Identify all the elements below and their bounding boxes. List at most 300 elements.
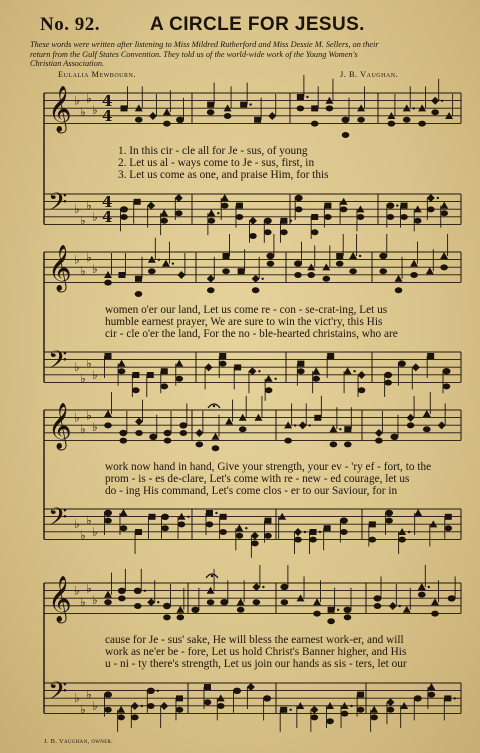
note-head xyxy=(236,203,243,209)
note-head xyxy=(427,194,435,202)
dot xyxy=(290,220,292,222)
lyric-line-verse-2: work as ne'er be - fore, Let us hold Christ's Banner higher, and His xyxy=(105,646,407,658)
flat-sign: ♭ xyxy=(86,581,92,596)
dot xyxy=(141,705,143,707)
flat-sign: ♭ xyxy=(74,93,80,108)
note-head xyxy=(176,707,184,713)
note-head xyxy=(349,252,357,259)
note-head xyxy=(253,599,261,605)
flat-sign: ♭ xyxy=(92,698,98,713)
note-head xyxy=(207,599,215,605)
flat-sign: ♭ xyxy=(92,420,98,435)
note-head xyxy=(162,260,170,267)
note-head xyxy=(311,121,319,127)
note-head xyxy=(118,588,126,594)
dot xyxy=(245,527,247,529)
note-head xyxy=(310,706,318,714)
note-head xyxy=(179,422,187,428)
note-head xyxy=(207,102,214,108)
note-head xyxy=(341,711,349,717)
note-head xyxy=(160,383,168,389)
dot xyxy=(274,378,276,380)
note-head xyxy=(309,529,316,535)
note-head xyxy=(280,584,288,590)
note-head xyxy=(207,109,215,115)
dot xyxy=(454,697,456,699)
note-head xyxy=(220,599,228,605)
note-head xyxy=(135,117,143,123)
note-head xyxy=(330,441,338,447)
treble-clef: 𝄞 xyxy=(48,403,72,449)
note-head xyxy=(418,121,426,127)
note-head xyxy=(440,264,448,270)
note-head xyxy=(223,253,230,259)
note-head xyxy=(175,376,183,382)
flat-sign: ♭ xyxy=(86,198,92,213)
time-signature: 4 xyxy=(102,193,113,211)
flat-sign: ♭ xyxy=(80,595,86,609)
note-head xyxy=(175,210,183,216)
note-head xyxy=(312,376,320,382)
note-head xyxy=(164,438,172,444)
note-head xyxy=(239,426,247,432)
note-head xyxy=(236,533,244,539)
flat-sign: ♭ xyxy=(80,105,86,119)
note-head xyxy=(149,434,157,440)
note-head xyxy=(207,275,215,283)
note-head xyxy=(336,261,344,267)
note-head xyxy=(160,209,168,216)
time-signature: 4 xyxy=(102,107,113,125)
note-head xyxy=(295,206,303,212)
note-head xyxy=(208,218,216,224)
dot xyxy=(353,370,355,372)
note-head xyxy=(357,707,365,713)
note-head xyxy=(440,252,448,259)
note-head xyxy=(297,94,304,100)
lyric-line-verse-1: 1. In this cir - cle all for Je - sus, of young xyxy=(118,145,308,157)
note-head xyxy=(312,367,320,374)
dot xyxy=(319,531,321,533)
note-head xyxy=(414,218,422,224)
note-head xyxy=(265,387,273,393)
note-head xyxy=(326,105,334,111)
note-head xyxy=(280,229,288,235)
note-head xyxy=(423,410,431,417)
note-head xyxy=(311,105,318,111)
note-head xyxy=(267,261,275,267)
note-head xyxy=(344,614,352,620)
flat-sign: ♭ xyxy=(92,367,98,382)
bass-clef: 𝄢 xyxy=(48,677,68,712)
note-head xyxy=(400,214,408,220)
note-head xyxy=(176,117,184,123)
lyric-line-verse-3: do - ing His command, Let's come clos - er to our Saviour, for in xyxy=(105,485,398,497)
note-head xyxy=(412,363,420,371)
note-head xyxy=(196,441,204,447)
note-head xyxy=(177,614,185,620)
note-head xyxy=(440,202,448,209)
note-head xyxy=(222,268,230,274)
note-head xyxy=(264,533,272,539)
note-head xyxy=(237,598,245,605)
flat-sign: ♭ xyxy=(92,262,98,277)
note-head xyxy=(131,702,139,710)
lyric-line-verse-2: humble earnest prayer, We are sure to win the vict'ry, this His xyxy=(105,316,383,328)
note-head xyxy=(163,603,171,609)
fermata xyxy=(211,575,213,577)
note-head xyxy=(235,524,243,531)
flat-sign: ♭ xyxy=(86,91,92,106)
note-head xyxy=(161,525,169,531)
note-head xyxy=(438,421,446,429)
note-head xyxy=(357,117,365,123)
note-head xyxy=(314,415,321,421)
note-head xyxy=(311,214,318,220)
note-head xyxy=(247,683,255,691)
note-head xyxy=(219,529,227,535)
note-head xyxy=(104,591,112,598)
note-head xyxy=(175,360,183,367)
treble-clef: 𝄞 xyxy=(48,86,72,132)
note-head xyxy=(164,430,172,436)
note-head xyxy=(121,105,128,111)
preface-line: Christian Association. xyxy=(30,59,105,68)
flat-sign: ♭ xyxy=(92,524,98,539)
note-head xyxy=(134,199,141,205)
note-head xyxy=(384,380,392,386)
note-head xyxy=(163,614,171,620)
note-head xyxy=(248,367,256,375)
note-head xyxy=(177,271,185,279)
note-head xyxy=(327,353,334,359)
dot xyxy=(157,601,159,603)
flat-sign: ♭ xyxy=(86,687,92,702)
note-head xyxy=(104,691,112,697)
dot xyxy=(289,709,291,711)
flat-sign: ♭ xyxy=(80,264,86,278)
note-head xyxy=(163,121,171,127)
note-head xyxy=(340,517,348,523)
note-head xyxy=(117,706,125,713)
flat-sign: ♭ xyxy=(80,213,86,228)
note-head xyxy=(207,287,215,293)
note-head xyxy=(195,429,203,437)
note-head xyxy=(386,202,394,208)
note-head xyxy=(147,372,154,378)
note-head xyxy=(249,233,257,239)
note-head xyxy=(295,195,303,201)
note-head xyxy=(395,287,403,293)
note-head xyxy=(444,525,452,531)
note-head xyxy=(265,375,273,382)
note-head xyxy=(219,353,226,359)
dot xyxy=(339,428,341,430)
note-head xyxy=(161,514,169,520)
note-head xyxy=(389,602,397,610)
lyric-line-verse-3: cir - cle o'er the land, For the no - ble-hearted christains, who are xyxy=(105,328,398,340)
note-head xyxy=(105,353,112,359)
note-head xyxy=(212,445,220,451)
note-head xyxy=(204,699,212,705)
hymn-title: A CIRCLE FOR JESUS. xyxy=(150,14,365,35)
flat-sign: ♭ xyxy=(86,408,92,423)
note-head xyxy=(294,537,302,543)
note-head xyxy=(175,194,183,202)
flat-sign: ♭ xyxy=(80,702,86,717)
note-head xyxy=(104,410,112,417)
note-head xyxy=(281,599,289,605)
lyric-line-verse-1: women o'er our land, Let us come re - con - se-crat-ing, Let us xyxy=(105,304,388,316)
note-head xyxy=(297,361,304,367)
flat-sign: ♭ xyxy=(74,252,80,267)
note-head xyxy=(118,368,126,374)
treble-clef: 𝄞 xyxy=(48,245,72,291)
note-head xyxy=(266,253,274,259)
fermata xyxy=(213,405,215,407)
note-head xyxy=(374,603,382,609)
note-head xyxy=(205,363,213,371)
note-head xyxy=(240,102,247,108)
note-head xyxy=(398,537,406,543)
note-head xyxy=(431,611,439,617)
lyric-line-verse-1: cause for Je - sus' sake, He will bless the earnest work-er, and will xyxy=(105,634,404,646)
note-head xyxy=(403,117,411,123)
note-head xyxy=(395,275,403,282)
note-head xyxy=(135,430,143,436)
note-head xyxy=(268,112,276,120)
note-head xyxy=(427,206,435,212)
note-head xyxy=(236,214,244,220)
dot xyxy=(350,705,352,707)
note-head xyxy=(431,97,439,105)
note-head xyxy=(336,253,343,259)
dot xyxy=(399,605,401,607)
note-head xyxy=(385,510,393,516)
note-head xyxy=(384,372,392,378)
lyric-line-verse-2: prom - is - es de-clare, Let's come with re - new - ed courage, let us xyxy=(105,473,410,485)
note-head xyxy=(299,421,307,429)
time-signature: 4 xyxy=(102,92,113,110)
lyricist-credit: Eulalia Mewbourn. xyxy=(58,70,136,79)
note-head xyxy=(311,229,319,235)
note-head xyxy=(329,425,337,432)
dot xyxy=(304,531,306,533)
note-head xyxy=(264,518,271,524)
note-head xyxy=(118,595,126,601)
note-head xyxy=(379,268,387,274)
flat-sign: ♭ xyxy=(86,356,92,371)
dot xyxy=(172,262,174,264)
note-head xyxy=(307,272,315,278)
note-head xyxy=(191,607,199,613)
note-head xyxy=(313,611,321,617)
note-head xyxy=(252,583,260,591)
note-head xyxy=(358,371,366,379)
note-head xyxy=(118,272,125,278)
dot xyxy=(217,212,219,214)
note-head xyxy=(119,509,127,516)
note-head xyxy=(358,387,366,393)
dot xyxy=(437,197,439,199)
note-head xyxy=(147,703,155,709)
note-head xyxy=(135,529,142,535)
note-head xyxy=(324,214,332,220)
note-head xyxy=(148,268,156,274)
note-head xyxy=(427,683,435,690)
bass-clef: 𝄢 xyxy=(48,503,68,538)
note-head xyxy=(120,525,128,531)
note-head xyxy=(390,434,398,440)
flat-sign: ♭ xyxy=(80,528,86,543)
dot xyxy=(262,586,264,588)
note-head xyxy=(147,688,155,694)
preface-line: return from the Gulf States Convention. They told us of the world-wide work of the Young Women's xyxy=(30,49,358,59)
note-head xyxy=(444,695,451,701)
dot xyxy=(309,424,311,426)
owner-credit: J. B. Vaughan, owner. xyxy=(44,738,114,745)
note-head xyxy=(374,595,382,601)
note-head xyxy=(204,684,211,690)
note-head xyxy=(176,695,183,701)
flat-sign: ♭ xyxy=(92,103,98,118)
dot xyxy=(144,590,146,592)
note-head xyxy=(294,272,302,278)
flat-sign: ♭ xyxy=(80,371,86,386)
note-head xyxy=(120,214,128,220)
note-head xyxy=(263,695,271,701)
note-head xyxy=(221,203,229,209)
note-head xyxy=(104,422,112,428)
composer-credit: J. B. Vaughan. xyxy=(340,70,399,79)
hymn-number: No. 92. xyxy=(40,14,100,35)
note-head xyxy=(211,433,219,440)
note-head xyxy=(219,361,227,367)
dot xyxy=(428,586,430,588)
note-head xyxy=(149,112,157,120)
note-head xyxy=(207,209,215,216)
note-head xyxy=(252,287,260,293)
note-head xyxy=(104,280,112,286)
note-head xyxy=(297,368,305,374)
note-head xyxy=(206,521,214,527)
note-head xyxy=(297,105,305,111)
dot xyxy=(294,424,296,426)
lyric-line-verse-2: 2. Let us al - ways come to Je - sus, first, in xyxy=(118,157,315,169)
note-head xyxy=(379,253,387,259)
note-head xyxy=(104,510,112,516)
note-head xyxy=(180,430,188,436)
note-head xyxy=(370,706,378,713)
note-head xyxy=(414,509,422,516)
dot xyxy=(359,255,361,257)
note-head xyxy=(224,113,232,119)
note-head xyxy=(375,438,383,444)
note-head xyxy=(254,117,261,123)
note-head xyxy=(324,525,331,531)
note-head xyxy=(423,426,431,432)
note-head xyxy=(369,537,377,543)
note-head xyxy=(443,383,451,389)
note-head xyxy=(327,618,335,624)
note-head xyxy=(369,521,376,527)
note-head xyxy=(264,229,272,235)
dot xyxy=(337,609,339,611)
dot xyxy=(408,531,410,533)
note-head xyxy=(323,276,331,282)
note-head xyxy=(448,595,456,601)
note-head xyxy=(342,117,350,123)
note-head xyxy=(357,214,365,220)
note-head xyxy=(428,692,436,698)
note-head xyxy=(284,438,292,444)
note-head xyxy=(234,364,241,370)
note-head xyxy=(233,688,241,694)
note-head xyxy=(344,441,352,447)
note-head xyxy=(252,275,260,283)
note-head xyxy=(328,607,335,613)
note-head xyxy=(418,592,426,598)
note-head xyxy=(176,606,184,613)
note-head xyxy=(442,368,450,374)
note-head xyxy=(375,429,383,437)
note-head xyxy=(403,606,411,613)
dot xyxy=(441,100,443,102)
flat-sign: ♭ xyxy=(92,593,98,608)
note-head xyxy=(407,414,415,422)
dot xyxy=(396,204,398,206)
note-head xyxy=(147,202,155,210)
note-head xyxy=(132,372,139,378)
dot xyxy=(413,107,415,109)
note-head xyxy=(387,707,395,713)
note-head xyxy=(340,206,348,212)
note-head xyxy=(426,267,434,274)
note-head xyxy=(135,276,142,282)
note-head xyxy=(410,260,418,267)
note-head xyxy=(132,387,140,393)
note-head xyxy=(118,360,126,367)
flat-sign: ♭ xyxy=(86,250,92,265)
note-head xyxy=(178,521,186,527)
note-head xyxy=(357,692,364,698)
note-head xyxy=(280,707,287,713)
dot xyxy=(187,516,189,518)
note-head xyxy=(225,418,233,425)
note-head xyxy=(370,714,378,720)
note-head xyxy=(161,368,168,374)
note-head xyxy=(431,598,439,605)
preface-line: These words were written after listening to Miss Mildred Rutherford and Miss Dessie M. Sellers, on their xyxy=(30,40,379,49)
note-head xyxy=(120,438,128,444)
flat-sign: ♭ xyxy=(92,209,98,224)
note-head xyxy=(238,268,245,274)
dot xyxy=(157,690,159,692)
note-head xyxy=(249,217,257,225)
lyric-line-verse-3: u - ni - ty there's strength, Let us join our hands as sis - ters, let our xyxy=(105,658,407,670)
note-head xyxy=(206,510,213,516)
dot xyxy=(258,370,260,372)
note-head xyxy=(410,272,418,278)
note-head xyxy=(251,540,259,546)
flat-sign: ♭ xyxy=(74,202,80,217)
note-head xyxy=(104,599,112,605)
flat-sign: ♭ xyxy=(74,517,80,532)
note-head xyxy=(407,422,415,428)
note-head xyxy=(160,218,168,224)
flat-sign: ♭ xyxy=(80,422,86,436)
bass-clef: 𝄢 xyxy=(48,188,68,223)
